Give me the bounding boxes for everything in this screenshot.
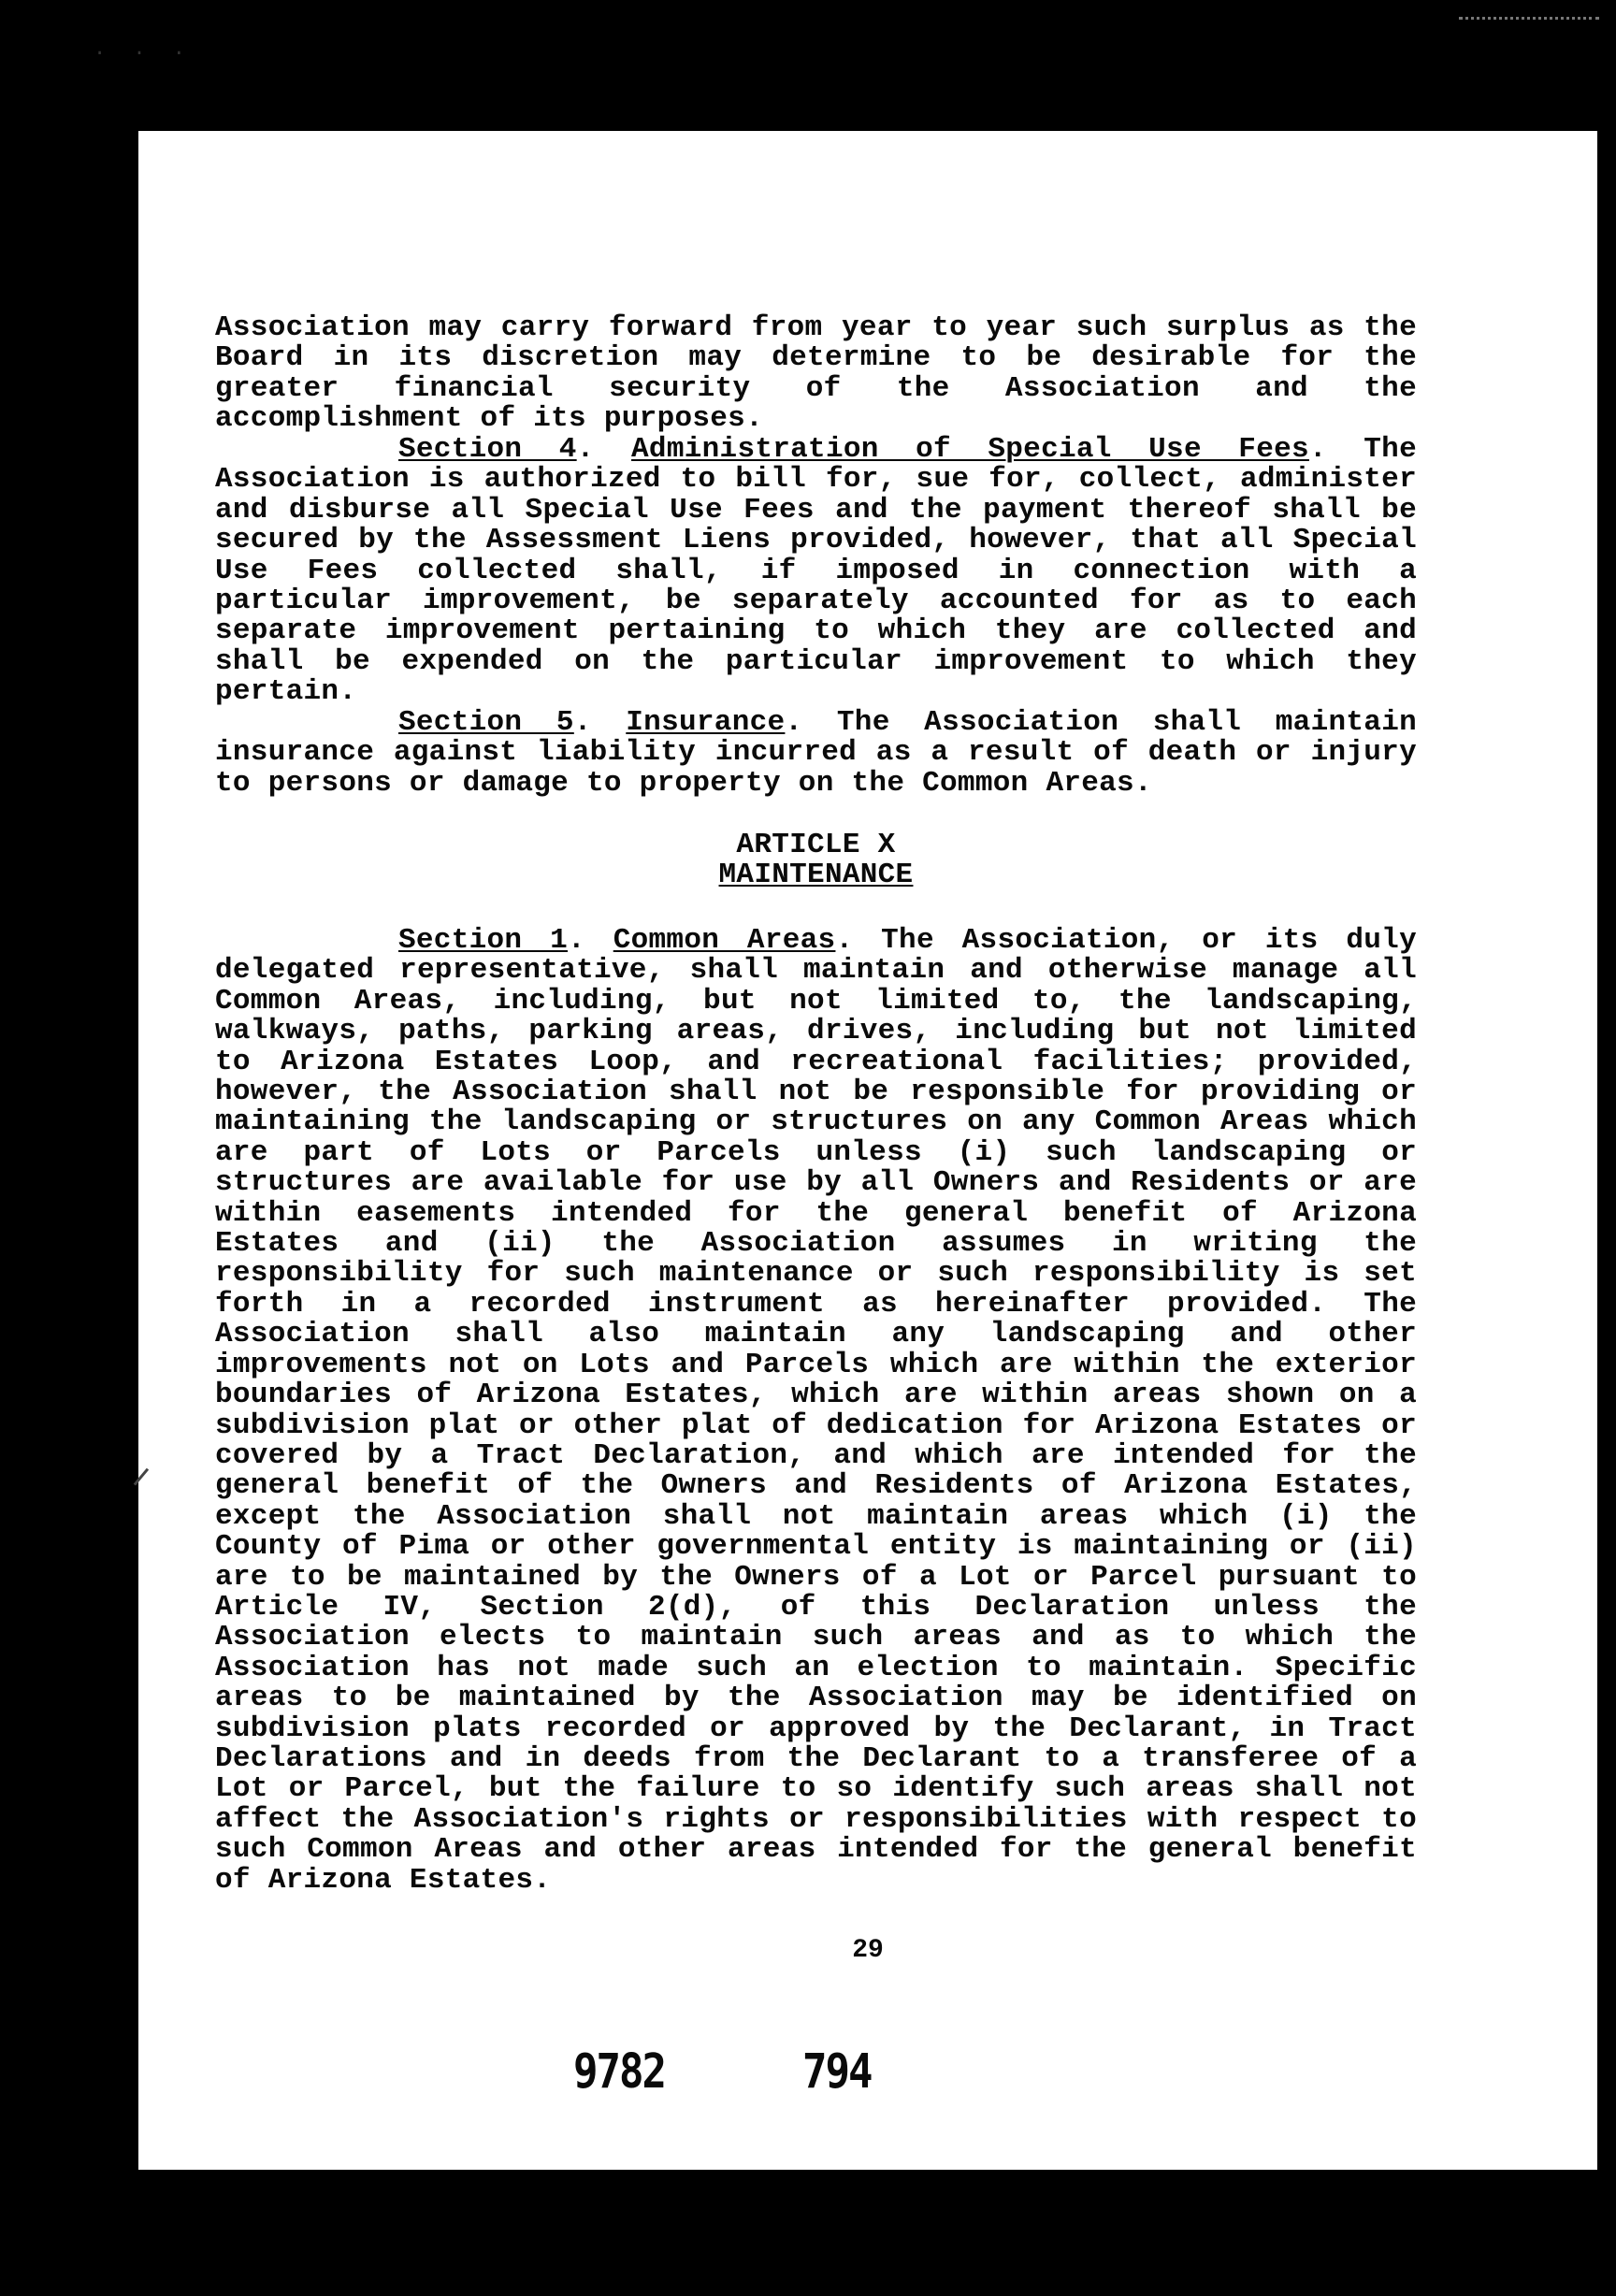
intro-paragraph: Association may carry forward from year to year such surplus as the Board in its discretion may determine to be desirable for the greater financial security of the Association and the accomplishment of its purposes. [215, 311, 1417, 436]
section-1-paragraph: Section 1. Common Areas. The Association, or its duly delegated representative, shall maintain and otherwise manage all Common Areas, including, but not limited to, the landscaping, walkways, paths, parking areas, drives, including but not limited to Arizona Estates Loop, and recreational facilities; provided, however, the Association shall not be responsible for providing or maintaining the landscaping or structures on any Common Areas which are part of Lots or Parcels unless (i) such landscaping or structures are available for use by all Owners and Residents or are within easements intended for the general benefit of Arizona Estates and (ii) the Association assumes in writing the responsibility for such maintenance or such responsibility is set forth in a recorded instrument as hereinafter provided. The Association shall also maintain any landscaping and other improvements not on Lots and Parcels which are within the exterior boundaries of Arizona Estates, which are within areas shown on a subdivision plat or other plat of dedication for Arizona Estates or covered by a Tract Declaration, and which are intended for the general benefit of the Owners and Residents of Arizona Estates, except the Association shall not maintain areas which (i) the County of Pima or other governmental entity is maintaining or (ii) are to be maintained by the Owners of a Lot or Parcel pursuant to Article IV, Section 2(d), of this Declaration unless the Association elects to maintain such areas and as to which the Association has not made such an election to maintain. Specific areas to be maintained by the Association may be identified on subdivision plats recorded or approved by the Declarant, in Tract Declarations and in deeds from the Declarant to a transferee of a Lot or Parcel, but the failure to so identify such areas shall not affect the Association's rights or responsibilities with respect to such Common Areas and other areas intended for the general benefit of Arizona Estates. [215, 924, 1417, 1897]
section-4-label: Section 4 [398, 433, 577, 466]
page-number: 29 [852, 1936, 884, 1965]
scan-noise [1459, 17, 1599, 57]
section-5-block [215, 708, 1417, 799]
section-1-label: Section 1 [398, 924, 569, 957]
section-4-block [215, 435, 1417, 708]
section-4-title: Administration of Special Use Fees [631, 433, 1309, 466]
section-1-body: The Association, or its duly delegated representative, shall maintain and otherwise manage all Common Areas, including, but not limited to, the landscaping, walkways, paths, parking areas, drives, including but not limited to Arizona Estates Loop, and recreational facilities; provided, however, the Association shall not be responsible for providing or maintaining the landscaping or structures on any Common Areas which are part of Lots or Parcels unless (i) such landscaping or structures are available for use by all Owners and Residents or are within easements intended for the general benefit of Arizona Estates and (ii) the Association assumes in writing the responsibility for such maintenance or such responsibility is set forth in a recorded instrument as hereinafter provided. The Association shall also maintain any landscaping and other improvements not on Lots and Parcels which are within the exterior boundaries of Arizona Estates, which are within areas shown on a subdivision plat or other plat of dedication for Arizona Estates or covered by a Tract Declaration, and which are intended for the general benefit of the Owners and Residents of Arizona Estates, except the Association shall not maintain areas which (i) the County of Pima or other governmental entity is maintaining or (ii) are to be maintained by the Owners of a Lot or Parcel pursuant to Article IV, Section 2(d), of this Declaration unless the Association elects to maintain such areas and as to which the Association has not made such an election to maintain. Specific areas to be maintained by the Association may be identified on subdivision plats recorded or approved by the Declarant, in Tract Declarations and in deeds from the Declarant to a transferee of a Lot or Parcel, but the failure to so identify such areas shall not affect the Association's rights or responsibilities with respect to such Common Areas and other areas intended for the general benefit of Arizona Estates. [215, 924, 1417, 1897]
section-5-body: The Association shall maintain insurance against liability incurred as a result of death or injury to persons or damage to property on the Common Areas. [215, 706, 1417, 800]
document-page [138, 131, 1597, 2170]
scan-edge-mark [134, 1468, 158, 1493]
article-title: MAINTENANCE [718, 859, 914, 892]
intro-paragraph-block [215, 313, 1417, 435]
section-5-label: Section 5 [398, 706, 574, 739]
article-number: ARTICLE X [736, 829, 896, 861]
scan-noise-dots: . . . [94, 37, 194, 61]
section-5-paragraph: Section 5. Insurance. The Association shall maintain insurance against liability incurred as a result of death or injury to persons or damage to property on the Common Areas. [215, 706, 1417, 800]
article-heading-block [215, 830, 1417, 891]
section-5-title: Insurance [626, 706, 786, 739]
recording-docket-number: 9782 [573, 2044, 665, 2100]
section-1-title: Common Areas [613, 924, 836, 957]
section-1-block [215, 926, 1417, 1896]
recording-page-number: 794 [802, 2044, 872, 2100]
section-4-paragraph: Section 4. Administration of Special Use Fees. The Association is authorized to bill for, sue for, collect, administer and disburse all Special Use Fees and the payment thereof shall be secured by the Assessment Liens provided, however, that all Special Use Fees collected shall, if imposed in connection with a particular improvement, be separately accounted for as to each separate improvement pertaining to which they are collected and shall be expended on the particular improvement to which they pertain. [215, 433, 1417, 709]
section-4-body: The Association is authorized to bill for, sue for, collect, administer and disburse all Special Use Fees and the payment thereof shall be secured by the Assessment Liens provided, however, that all Special Use Fees collected shall, if imposed in connection with a particular improvement, be separately accounted for as to each separate improvement pertaining to which they are collected and shall be expended on the particular improvement to which they pertain. [215, 433, 1417, 709]
